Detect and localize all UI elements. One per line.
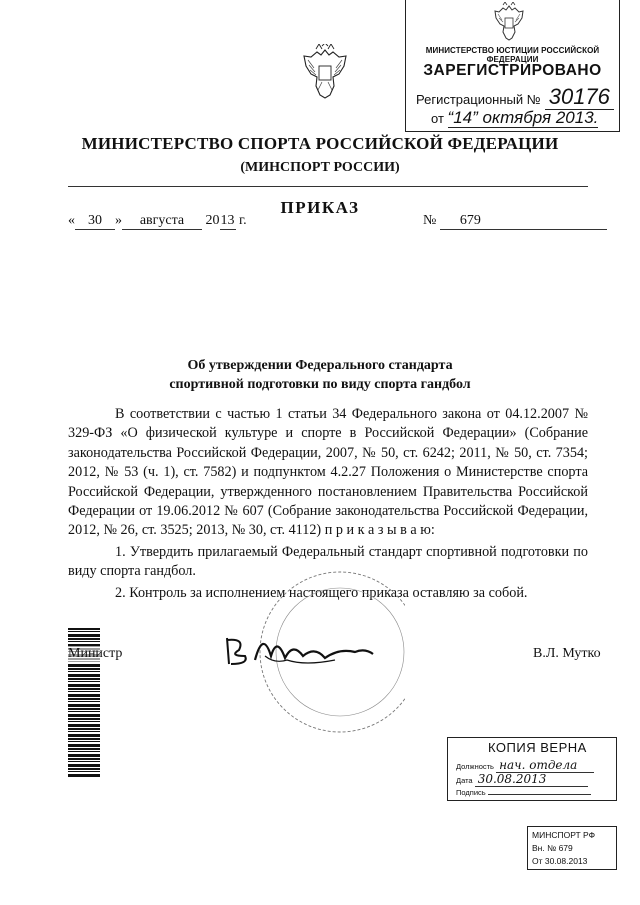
registration-date-value: “14” октября 2013. bbox=[447, 108, 599, 127]
russian-coat-of-arms-icon bbox=[300, 44, 350, 102]
order-month: августа bbox=[122, 213, 202, 230]
signature-and-seal bbox=[215, 560, 405, 740]
order-number bbox=[423, 213, 607, 230]
registration-ministry: МИНИСТЕРСТВО ЮСТИЦИИ РОССИЙСКОЙ ФЕДЕРАЦИИ bbox=[425, 46, 600, 64]
certified-copy-title: КОПИЯ ВЕРНА bbox=[488, 740, 587, 755]
registration-date-row bbox=[431, 108, 598, 128]
registration-number-value: 30176 bbox=[545, 84, 614, 110]
copy-date-label: Дата bbox=[456, 776, 473, 785]
copy-position-label: Должность bbox=[456, 762, 494, 771]
eagle-emblem-icon bbox=[491, 2, 527, 42]
registration-stamp bbox=[405, 0, 620, 132]
copy-position-value: нач. отдела bbox=[496, 758, 594, 773]
preamble-paragraph: В соответствии с частью 1 статьи 34 Федерального закона от 04.12.2007 № 329-ФЗ «О физической культуре и спорте в Российской Федерации» (Собрание законодательства Российской Федерации, 2007, № 50, ст. 6242; 2011, № 50, ст. 7354; 2012, № 53 (ч. 1), ст. 7582) и подпунктом 4.2.27 Положения о Министерстве спорта Российской Федерации, утвержденного постановлением Правительства Российской Федерации от 19.06.2012 № 607 (Собрание законодательства Российской Федерации, 2012, № 26, ст. 3525; 2013, № 30, ст. 4112) п р и к а з ы в а ю: bbox=[68, 406, 588, 539]
document-type-title: ПРИКАЗ bbox=[280, 198, 360, 217]
copy-position-row bbox=[456, 758, 594, 773]
copy-sign-row bbox=[456, 788, 591, 797]
header-divider bbox=[68, 186, 588, 187]
ministry-name: МИНИСТЕРСТВО СПОРТА РОССИЙСКОЙ ФЕДЕРАЦИИ bbox=[81, 134, 559, 153]
order-date: « 30 » августа 2013 г. bbox=[68, 213, 247, 228]
order-year-suffix: 13 bbox=[220, 213, 235, 228]
signer-name: В.Л. Мутко bbox=[533, 646, 601, 661]
registration-number-label: Регистрационный № bbox=[416, 92, 541, 107]
registry-date: От 30.08.2013 bbox=[532, 856, 588, 866]
order-day: 30 bbox=[75, 213, 115, 230]
copy-date-value: 30.08.2013 bbox=[475, 772, 588, 787]
order-year-prefix: 20 bbox=[205, 213, 220, 228]
signer-position: Министр bbox=[68, 646, 123, 661]
order-number-label: № bbox=[423, 213, 437, 228]
registry-stamp bbox=[527, 826, 617, 870]
registry-number: Вн. № 679 bbox=[532, 843, 573, 853]
ministry-abbreviation: (МИНСПОРТ РОССИИ) bbox=[240, 160, 400, 175]
order-year-unit: г. bbox=[239, 213, 247, 228]
copy-date-row bbox=[456, 772, 588, 787]
order-item-1: 1. Утвердить прилагаемый Федеральный стандарт спортивной подготовки по виду спорта гандбол. bbox=[68, 543, 588, 580]
order-item-2: 2. Контроль за исполнением настоящего приказа оставляю за собой. bbox=[115, 584, 528, 601]
registration-number-row bbox=[416, 84, 614, 110]
registration-date-prefix: от bbox=[431, 111, 444, 126]
registration-title: ЗАРЕГИСТРИРОВАНО bbox=[423, 62, 602, 79]
copy-sign-label: Подпись bbox=[456, 788, 486, 797]
order-number-value: 679 bbox=[440, 213, 607, 230]
registry-ministry: МИНСПОРТ РФ bbox=[532, 830, 596, 840]
document-title bbox=[0, 356, 640, 394]
certified-copy-stamp bbox=[447, 737, 617, 801]
document-title-line2: спортивной подготовки по виду спорта гандбол bbox=[169, 377, 471, 392]
document-title-line1: Об утверждении Федерального стандарта bbox=[187, 358, 453, 373]
